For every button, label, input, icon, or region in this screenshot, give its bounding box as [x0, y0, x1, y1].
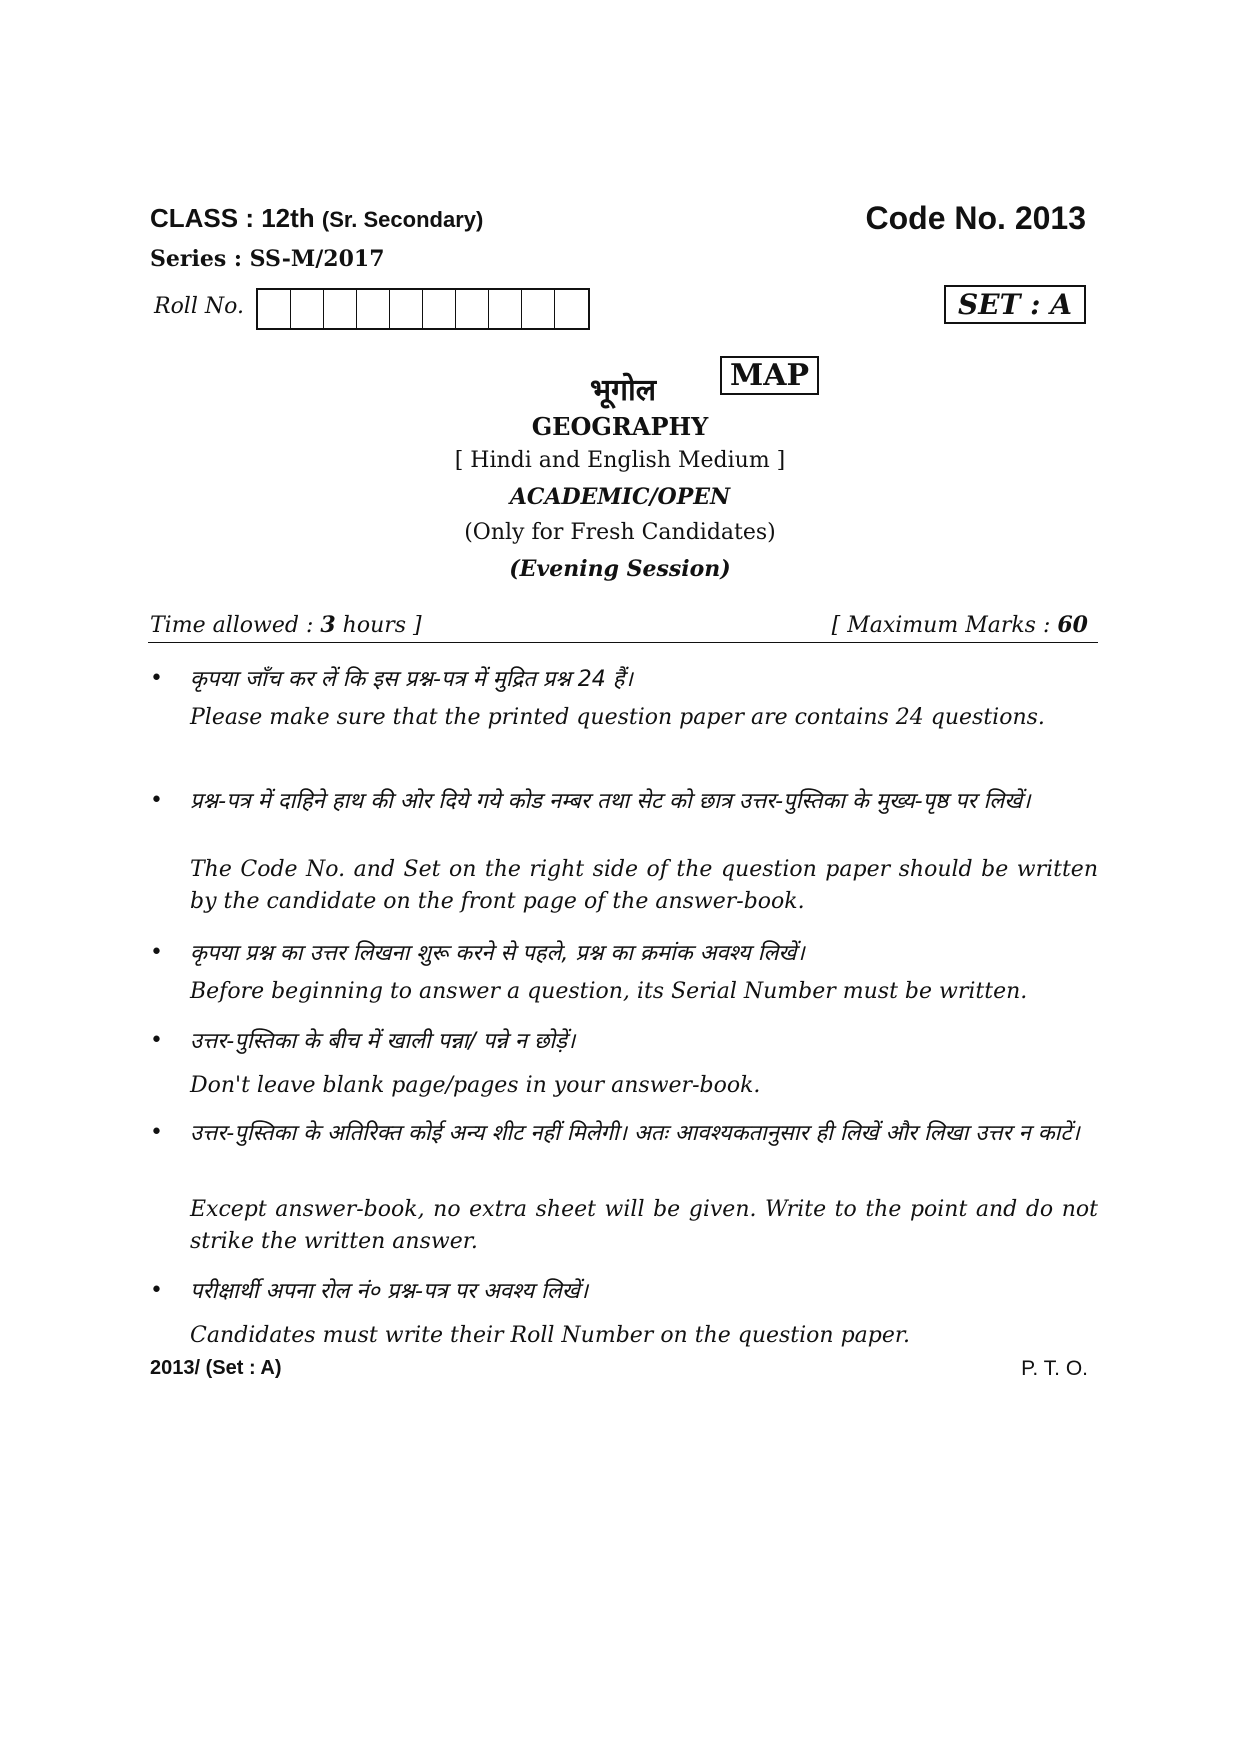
medium-label: [ Hindi and English Medium ]	[454, 448, 786, 473]
set-badge: SET : A	[944, 285, 1086, 324]
subject-title: GEOGRAPHY	[531, 412, 709, 441]
instruction-hindi: कृपया प्रश्न का उत्तर लिखना शुरू करने से पहले, प्रश्न का क्रमांक अवश्य लिखें।	[190, 941, 805, 966]
marks-prefix: [ Maximum Marks :	[831, 613, 1058, 638]
instruction-english: Except answer-book, no extra sheet will be given. Write to the point and do not strike the written answer.	[190, 1197, 1098, 1254]
bullet-icon: •	[150, 940, 163, 965]
roll-box[interactable]	[324, 290, 357, 328]
instruction-english: Candidates must write their Roll Number on the question paper.	[190, 1323, 910, 1348]
class-label	[150, 203, 483, 234]
bullet-icon: •	[150, 788, 163, 813]
instruction-english: Please make sure that the printed question paper are contains 24 questions.	[190, 705, 1045, 730]
time-prefix: Time allowed :	[150, 613, 321, 638]
bullet-icon: •	[150, 1028, 163, 1053]
series-label: Series : SS-M/2017	[150, 246, 385, 272]
code-number: Code No. 2013	[865, 200, 1086, 236]
instruction-english: Before beginning to answer a question, its Serial Number must be written.	[190, 979, 1028, 1004]
instruction-hindi: कृपया जाँच कर लें कि इस प्रश्न-पत्र में मुद्रित प्रश्न 24 हैं।	[190, 667, 633, 692]
footer-code: 2013/ (Set : A)	[150, 1357, 282, 1379]
time-value: 3	[320, 612, 336, 638]
bullet-icon: •	[150, 1120, 163, 1145]
stream-label: ACADEMIC/OPEN	[509, 484, 731, 510]
roll-box[interactable]	[390, 290, 423, 328]
time-allowed	[150, 612, 422, 638]
class-title: CLASS : 12th	[150, 203, 315, 233]
roll-box[interactable]	[489, 290, 522, 328]
roll-box[interactable]	[357, 290, 390, 328]
instruction-hindi: उत्तर-पुस्तिका के अतिरिक्त कोई अन्य शीट नहीं मिलेगी। अतः आवश्यकतानुसार ही लिखें और लिखा उत्तर न काटें।	[190, 1121, 1080, 1146]
roll-box[interactable]	[291, 290, 324, 328]
session-label: (Evening Session)	[509, 556, 731, 582]
roll-box[interactable]	[423, 290, 456, 328]
instruction-english: The Code No. and Set on the right side of the question paper should be written by the candidate on the front page of the answer-book.	[190, 857, 1098, 914]
roll-box[interactable]	[456, 290, 489, 328]
candidate-note: (Only for Fresh Candidates)	[464, 520, 776, 545]
marks-value: 60	[1057, 612, 1088, 638]
map-badge: MAP	[720, 356, 819, 395]
roll-box[interactable]	[522, 290, 555, 328]
roll-box[interactable]	[555, 290, 588, 328]
instruction-english: Don't leave blank page/pages in your answer-book.	[190, 1073, 761, 1098]
instruction-hindi: उत्तर-पुस्तिका के बीच में खाली पन्ना/ पन्ने न छोड़ें।	[190, 1029, 576, 1054]
time-suffix: hours ]	[335, 613, 422, 638]
bullet-icon: •	[150, 666, 163, 691]
roll-number-label: Roll No.	[154, 294, 244, 319]
roll-number-boxes[interactable]	[256, 288, 590, 330]
roll-box[interactable]	[258, 290, 291, 328]
pto-label: P. T. O.	[1021, 1357, 1088, 1380]
maximum-marks	[832, 612, 1088, 638]
hindi-subject-title: भूगोल	[590, 373, 657, 408]
class-subtitle: (Sr. Secondary)	[321, 207, 484, 232]
header-divider	[148, 642, 1098, 643]
instruction-hindi: प्रश्न-पत्र में दाहिने हाथ की ओर दिये गये कोड नम्बर तथा सेट को छात्र उत्तर-पुस्तिका के मुख्य-पृष्ठ पर लिखें।	[190, 789, 1031, 814]
instruction-hindi: परीक्षार्थी अपना रोल नं० प्रश्न-पत्र पर अवश्य लिखें।	[190, 1279, 589, 1304]
bullet-icon: •	[150, 1278, 163, 1303]
